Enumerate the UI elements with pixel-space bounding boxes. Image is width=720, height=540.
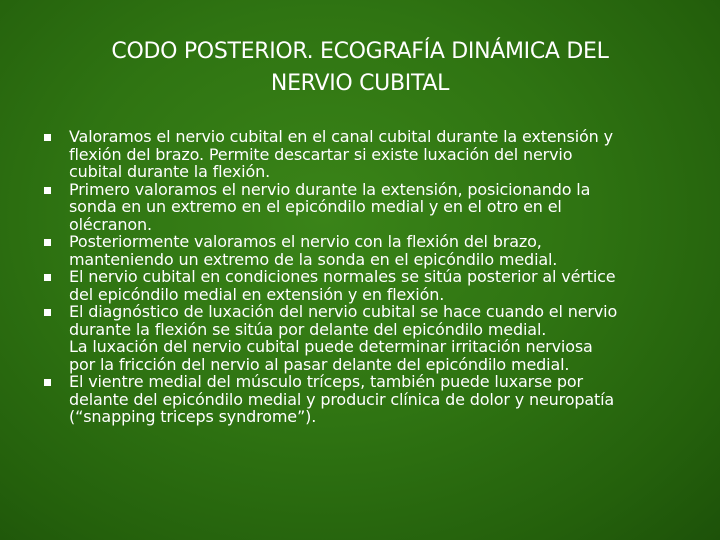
bullet-text-line: Primero valoramos el nervio durante la extensión, posicionando la [69,179,591,199]
bullet-item [44,303,694,373]
bullet-text-line: sonda en un extremo en el epicóndilo medial y en el otro en el [69,197,562,216]
bullet-item [44,268,694,303]
bullet-text-line: El diagnóstico de luxación del nervio cubital se hace cuando el nervio [69,302,618,321]
bullet-item [44,233,694,268]
square-bullet-icon [44,309,51,316]
square-bullet-icon [44,239,51,246]
bullet-list [44,128,694,426]
bullet-item [44,181,694,234]
square-bullet-icon [44,379,51,386]
bullet-item [44,128,694,181]
bullet-text-line: delante del epicóndilo medial y producir clínica de dolor y neuropatía [69,389,615,409]
bullet-item [44,373,694,426]
square-bullet-icon [44,134,51,141]
slide-title-line: NERVIO CUBITAL [270,71,450,96]
bullet-text-line: durante la flexión se sitúa por delante del epicóndilo medial. [69,319,547,339]
bullet-text-line: flexión del brazo. Permite descartar si existe luxación del nervio [69,144,573,164]
bullet-text-line: Valoramos el nervio cubital en el canal cubital durante la extensión y [69,127,613,146]
bullet-text-line: cubital durante la flexión. [69,162,271,181]
bullet-text-line: El nervio cubital en condiciones normales se sitúa posterior al vértice [69,267,616,286]
slide-title-line: CODO POSTERIOR. ECOGRAFÍA DINÁMICA DEL [111,39,609,64]
square-bullet-icon [44,274,51,281]
square-bullet-icon [44,187,51,194]
bullet-text-line: La luxación del nervio cubital puede determinar irritación nerviosa [69,337,593,356]
slide-title [0,36,720,100]
bullet-text-line: Posteriormente valoramos el nervio con la flexión del brazo, [69,232,542,251]
bullet-text-line: El vientre medial del músculo tríceps, también puede luxarse por [69,372,583,391]
bullet-text-line: (“snapping triceps syndrome”). [69,407,317,426]
bullet-text-line: olécranon. [69,214,152,234]
bullet-text-line: manteniendo un extremo de la sonda en el epicóndilo medial. [69,249,558,269]
bullet-text-line: del epicóndilo medial en extensión y en flexión. [69,284,445,304]
bullet-text-line: por la fricción del nervio al pasar delante del epicóndilo medial. [69,354,570,374]
